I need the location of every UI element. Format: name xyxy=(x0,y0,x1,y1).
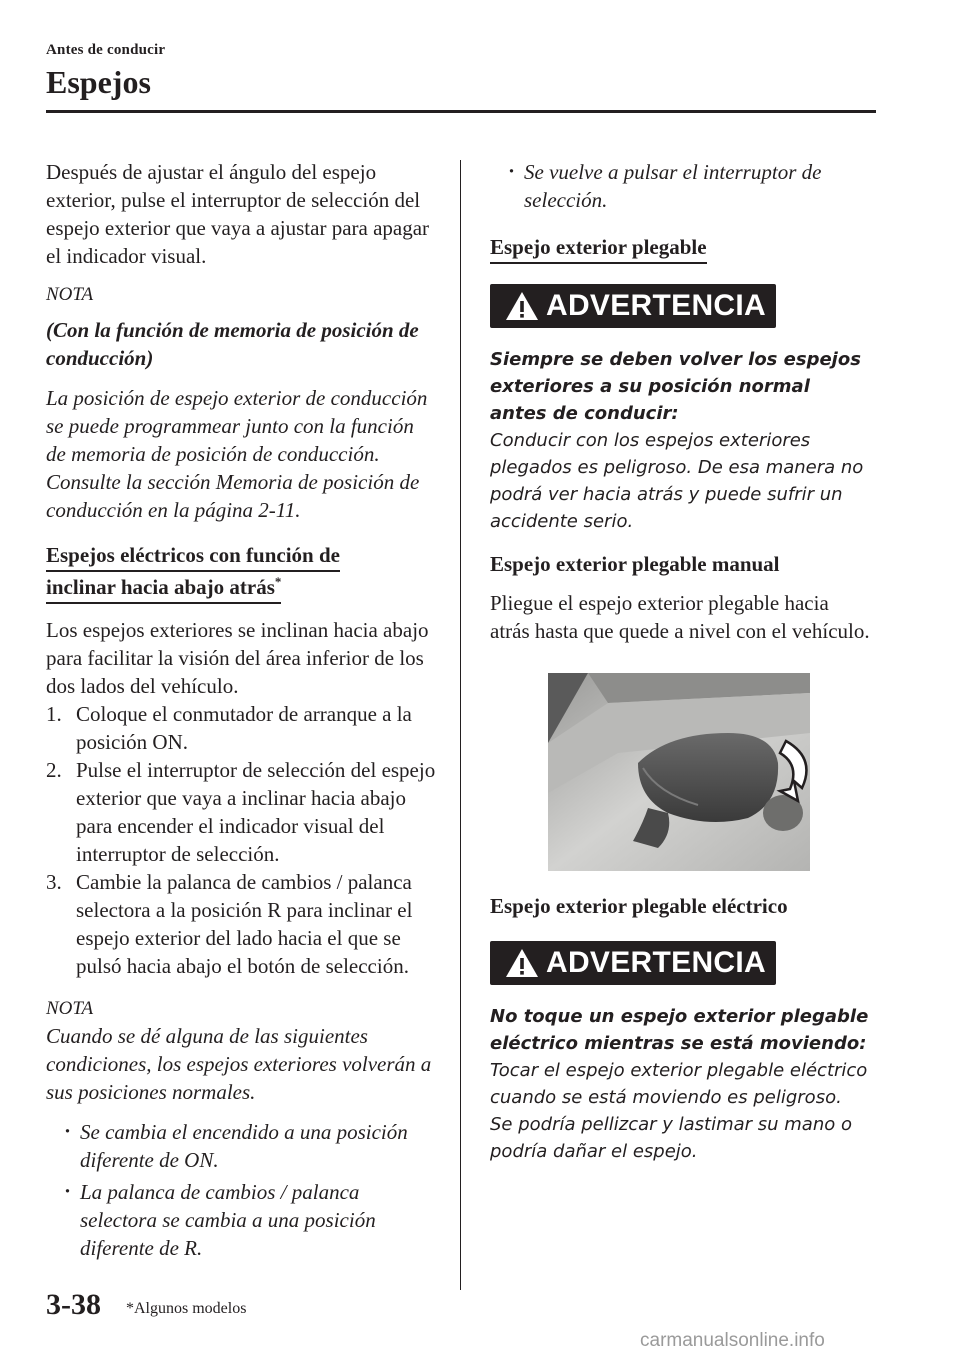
warning-block xyxy=(490,284,870,328)
list-item: · La palanca de cambios / palanca selectora se cambia a una posición diferente de R. xyxy=(64,1178,436,1262)
watermark: carmanualsonline.info xyxy=(640,1330,825,1351)
page-title: Espejos xyxy=(46,64,151,100)
header-rule xyxy=(46,110,876,113)
step-number: 1. xyxy=(46,702,62,726)
tilt-heading-text: inclinar hacia abajo atrás xyxy=(46,575,275,599)
nota-title: (Con la función de memoria de posición de conducción) xyxy=(46,318,419,370)
step-number: 3. xyxy=(46,870,62,894)
warning-label: ADVERTENCIA xyxy=(546,946,766,979)
page-header xyxy=(46,42,876,99)
nota-bullets-cont xyxy=(508,158,870,214)
warning-body: Tocar el espejo exterior plegable eléctrico cuando se está moviendo es peligroso. Se podría pellizcar y lastimar su mano o podría dañar el espejo. xyxy=(490,1060,868,1162)
list-item xyxy=(46,868,436,980)
footnote: *Algunos modelos xyxy=(126,1300,247,1317)
tilt-heading-line1: Espejos eléctricos con función de xyxy=(46,540,340,572)
left-column xyxy=(46,158,436,1266)
warning-bold: No toque un espejo exterior plegable eléctrico mientras se está moviendo: xyxy=(490,1006,869,1054)
fold-heading: Espejo exterior plegable xyxy=(490,232,707,264)
warning-body: Conducir con los espejos exteriores plegados es peligroso. De esa manera no podrá ver hacia atrás y puede sufrir un accidente serio. xyxy=(490,430,864,532)
footnote-mark: * xyxy=(274,574,282,589)
column-divider xyxy=(460,160,461,1290)
manual-text: Pliegue el espejo exterior plegable hacia atrás hasta que quede a nivel con el vehículo. xyxy=(490,591,870,643)
warning-triangle-icon xyxy=(504,947,540,979)
warning-text xyxy=(490,346,870,535)
nota-label: NOTA xyxy=(46,284,94,305)
warning-label: ADVERTENCIA xyxy=(546,289,766,322)
page-number: 3-38 xyxy=(46,1288,101,1321)
tilt-intro: Los espejos exteriores se inclinan hacia abajo para facilitar la visión del área inferior de los dos lados del vehículo. xyxy=(46,618,429,698)
tilt-heading-line2 xyxy=(46,572,281,604)
nota-text: La posición de espejo exterior de conducción se puede programmear junto con la función de memoria de posición de conducción. xyxy=(46,386,428,466)
fold-heading-block xyxy=(490,232,870,264)
list-item: · Se cambia el encendido a una posición diferente de ON. xyxy=(64,1118,436,1174)
step-text: Coloque el conmutador de arranque a la posición ON. xyxy=(76,702,412,754)
tilt-heading xyxy=(46,540,436,604)
manual-heading: Espejo exterior plegable manual xyxy=(490,552,780,576)
step-text: Cambie la palanca de cambios / palanca selectora a la posición R para inclinar el espejo exterior del lado hacia el que se pulsó hacia abajo el botón de selección. xyxy=(76,870,413,978)
mirror-figure xyxy=(548,673,810,871)
electric-heading: Espejo exterior plegable eléctrico xyxy=(490,894,788,918)
right-column xyxy=(490,158,870,1165)
intro-paragraph: Después de ajustar el ángulo del espejo exterior, pulse el interruptor de selección del espejo exterior que vaya a ajustar para apagar el indicador visual. xyxy=(46,160,430,268)
nota-bullets xyxy=(64,1118,436,1262)
nota-reference: Consulte la sección Memoria de posición de conducción en la página 2-11. xyxy=(46,470,420,522)
mirror-illustration xyxy=(548,673,810,871)
warning-triangle-icon xyxy=(504,290,540,322)
warning-badge xyxy=(490,284,776,328)
nota-text: Cuando se dé alguna de las siguientes condiciones, los espejos exteriores volverán a sus posiciones normales. xyxy=(46,1024,432,1104)
nota-label: NOTA xyxy=(46,998,94,1019)
warning-bold: Siempre se deben volver los espejos exteriores a su posición normal antes de conducir: xyxy=(490,349,861,424)
warning-block xyxy=(490,941,870,985)
list-item xyxy=(46,700,436,756)
warning-badge xyxy=(490,941,776,985)
step-text: Pulse el interruptor de selección del espejo exterior que vaya a inclinar hacia abajo para encender el indicador visual del interruptor de selección. xyxy=(76,758,436,866)
warning-text xyxy=(490,1003,870,1165)
list-item: · Se vuelve a pulsar el interruptor de selección. xyxy=(508,158,870,214)
list-item xyxy=(46,756,436,868)
steps-list xyxy=(46,700,436,980)
section-label: Antes de conducir xyxy=(46,42,166,58)
step-number: 2. xyxy=(46,758,62,782)
